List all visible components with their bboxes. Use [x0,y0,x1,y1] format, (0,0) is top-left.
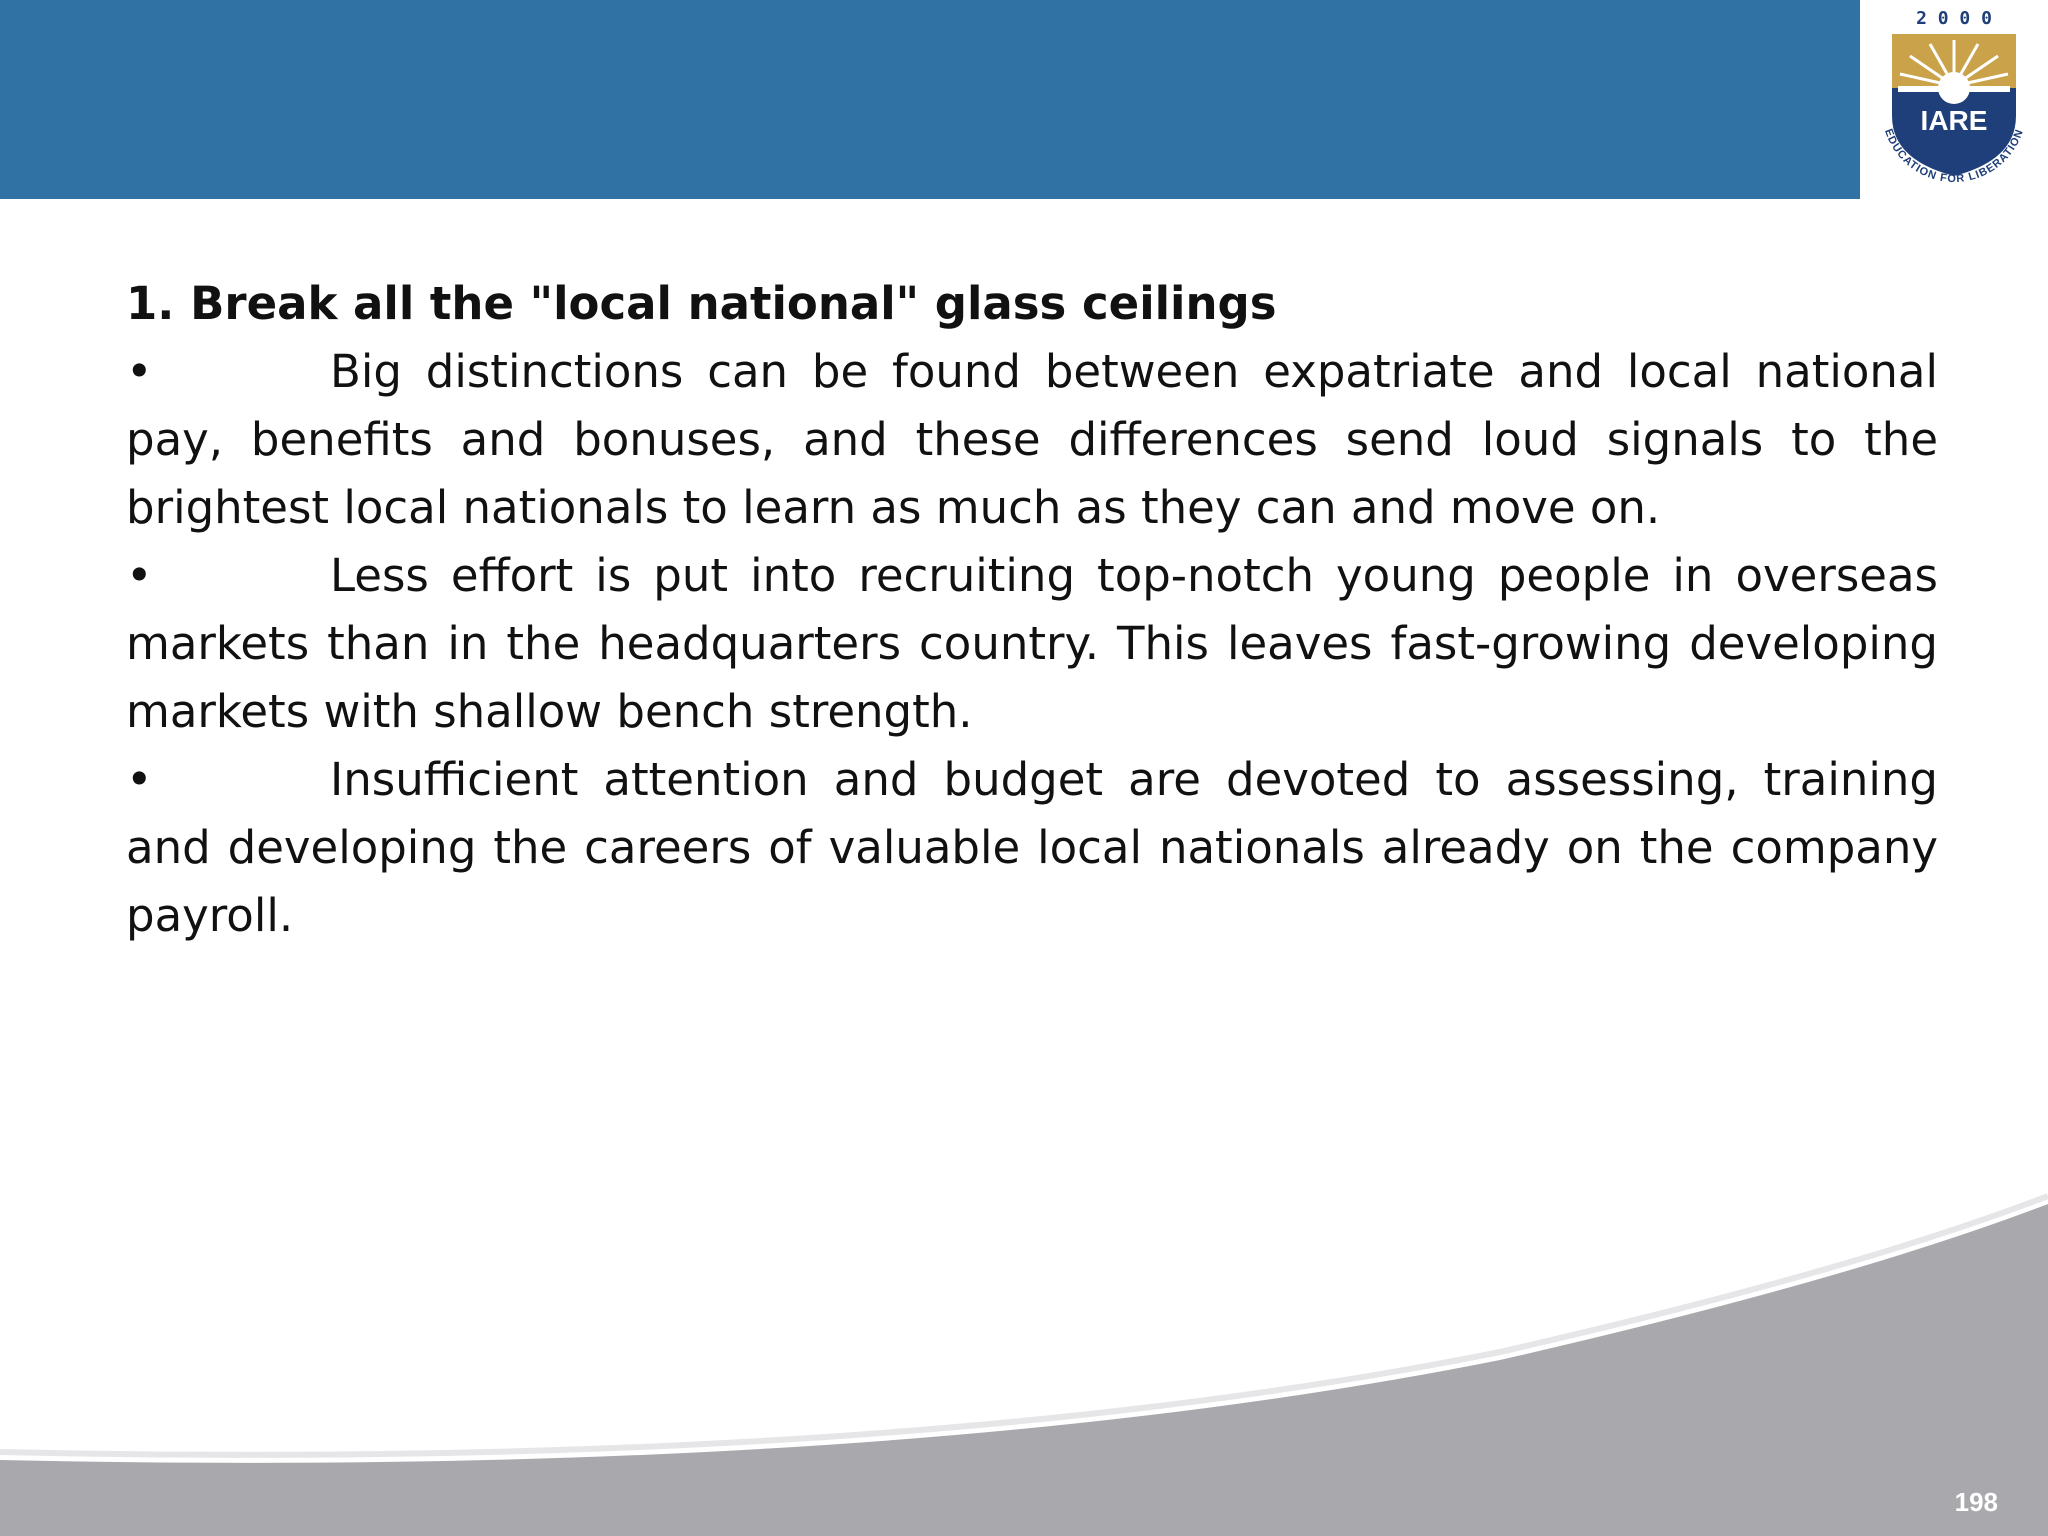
bullet-text: Insufficient attention and budget are devoted to assessing, training and developing the careers of valuable local nationals already on the company payroll. [126,753,1938,942]
slide-heading: 1. Break all the "local national" glass ceilings [126,277,1277,330]
bullet-item [126,746,1938,950]
bullet-item [126,542,1938,746]
bullet-symbol: • [126,549,153,602]
footer-wave [0,1190,2048,1536]
bullet-text: Big distinctions can be found between expatriate and local national pay, benefits and bonuses, and these differences send loud signals to the brightest local nationals to learn as much as they can and move on. [126,345,1938,534]
bullet-item [126,338,1938,542]
header-band [0,0,2048,199]
bullet-symbol: • [126,753,153,806]
logo-name: IARE [1920,105,1988,136]
logo-motto: EDUCATION FOR LIBERATION [1881,127,2027,186]
iare-logo [1860,0,2048,202]
page-number: 198 [1954,1487,1998,1517]
bullet-symbol: • [126,345,153,398]
logo-year: 2 0 0 0 [1916,8,1992,29]
slide-content [126,270,1938,950]
bullet-text: Less effort is put into recruiting top-notch young people in overseas markets than in the headquarters country. This leaves fast-growing developing markets with shallow bench strength. [126,549,1938,738]
